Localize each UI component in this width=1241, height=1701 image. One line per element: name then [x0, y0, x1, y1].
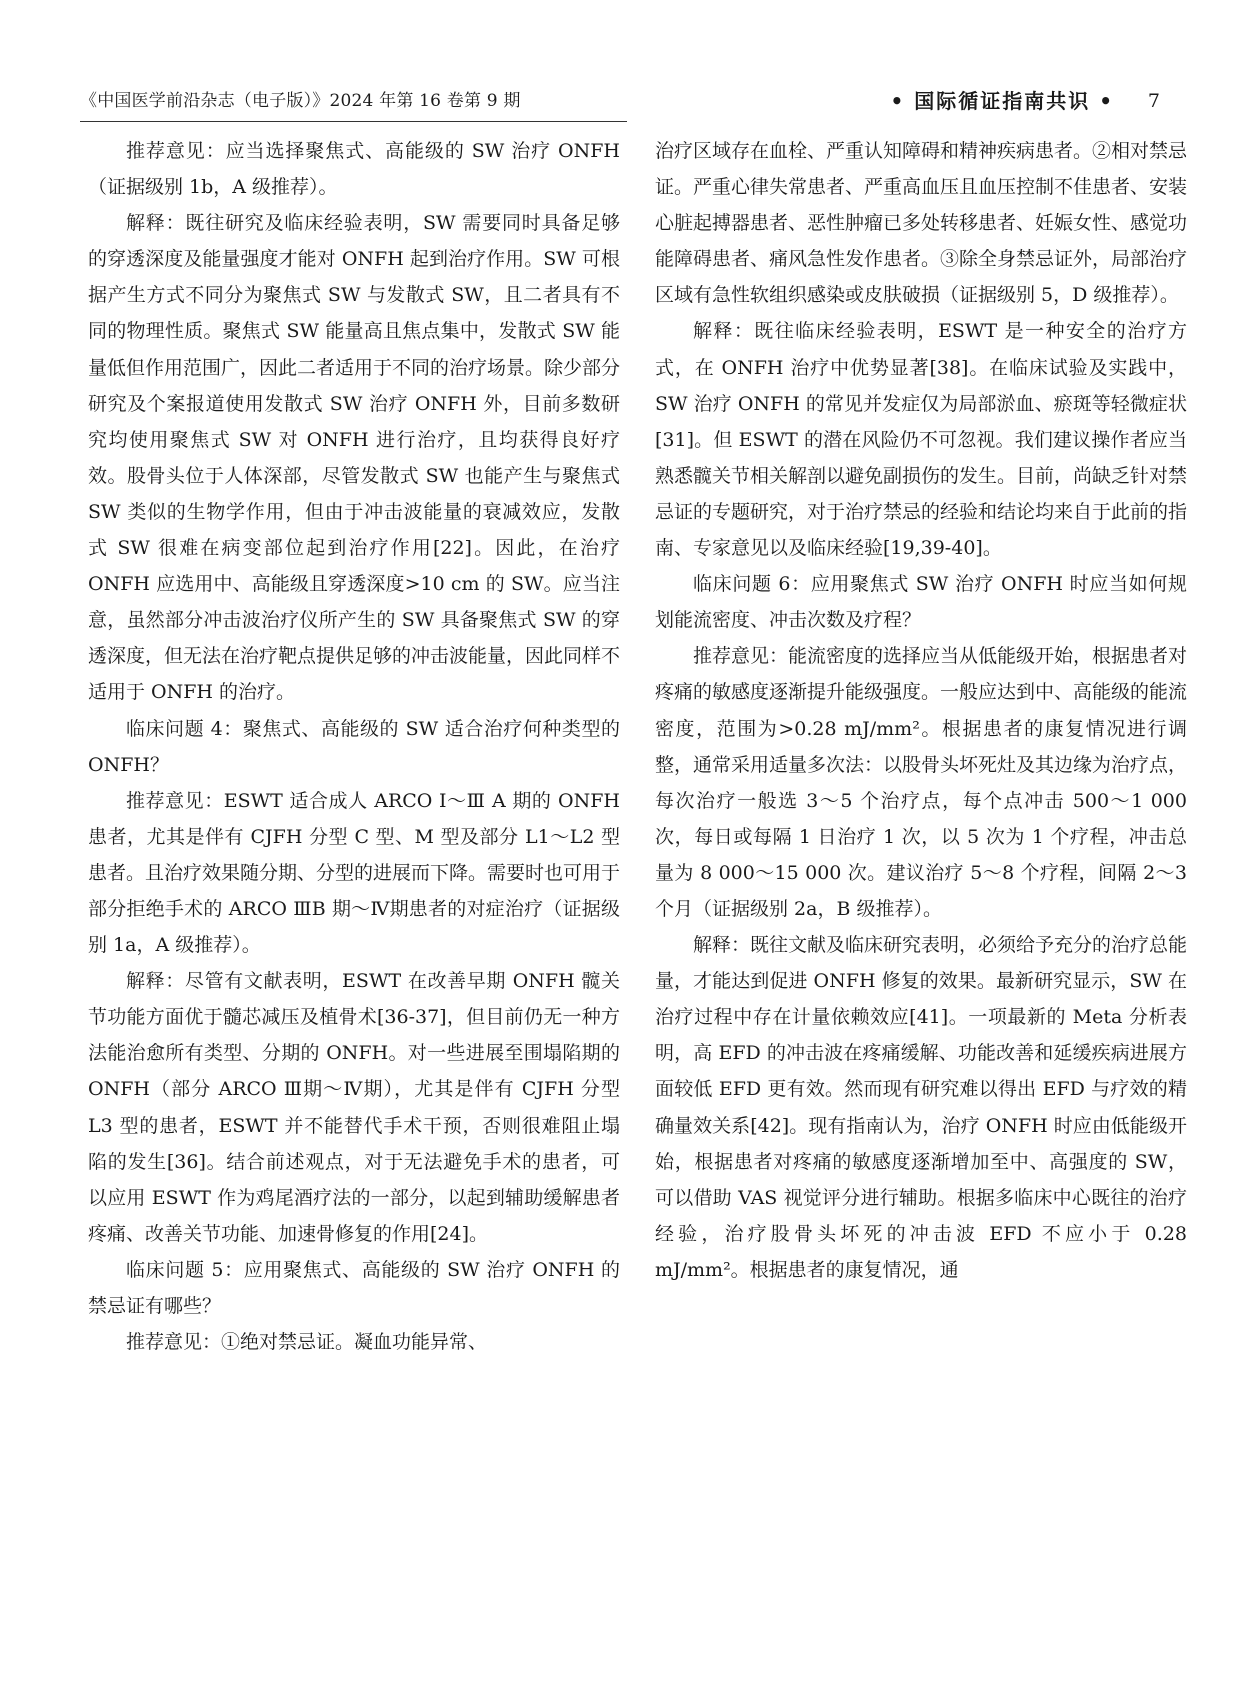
paragraph: 推荐意见：ESWT 适合成人 ARCO Ⅰ～Ⅲ A 期的 ONFH 患者，尤其是伴有 CJFH 分型 C 型、M 型及部分 L1～L2 型患者。且治疗效果随分期、分型的进展而下降。需要时也可用于部分拒绝手术的 ARCO ⅢB 期～Ⅳ期患者的对症治疗（证据级别 1a，A 级推荐）。: [88, 789, 621, 957]
paragraph: 推荐意见：应当选择聚焦式、高能级的 SW 治疗 ONFH（证据级别 1b，A 级推荐）。: [88, 140, 620, 199]
header-rule: [80, 121, 627, 122]
paragraph: 解释：既往研究及临床经验表明，SW 需要同时具备足够的穿透深度及能量强度才能对 ONFH 起到治疗作用。SW 可根据产生方式不同分为聚焦式 SW 与发散式 SW，且二者具有不同的物理性质。聚焦式 SW 能量高且焦点集中，发散式 SW 能量低但作用范围广，因此二者适用于不同的治疗场景。除少部分研究及个案报道使用发散式 SW 治疗 ONFH 外，目前多数研究均使用聚焦式 SW 对 ONFH 进行治疗，且均获得良好疗效。股骨头位于人体深部，尽管发散式 SW 也能产生与聚焦式 SW 类似的生物学作用，但由于冲击波能量的衰减效应，发散式 SW 很难在病变部位起到治疗作用[22]。因此，在治疗 ONFH 应选用中、高能级且穿透深度>10 cm 的 SW。应当注意，虽然部分冲击波治疗仪所产生的 SW 具备聚焦式 SW 的穿透深度，但无法在治疗靶点提供足够的冲击波能量，因此同样不适用于 ONFH 的治疗。: [88, 212, 621, 704]
paragraph: 推荐意见：①绝对禁忌证。凝血功能异常、: [126, 1331, 488, 1354]
section-tag: • 国际循证指南共识 •: [890, 89, 1114, 113]
paragraph: 推荐意见：能流密度的选择应当从低能级开始，根据患者对疼痛的敏感度逐渐提升能级强度。一般应达到中、高能级的能流密度，范围为>0.28 mJ/mm²。根据患者的康复情况进行调整，通常采用适量多次法：以股骨头坏死灶及其边缘为治疗点，每次治疗一般选 3～5 个治疗点，每个点冲击 500～1 000 次，每日或每隔 1 日治疗 1 次，以 5 次为 1 个疗程，冲击总量为 8 000～15 000 次。建议治疗 5～8 个疗程，间隔 2～3 个月（证据级别 2a，B 级推荐）。: [655, 645, 1188, 920]
right-column: [655, 133, 1187, 1288]
paragraph: 解释：尽管有文献表明，ESWT 在改善早期 ONFH 髋关节功能方面优于髓芯减压及植骨术[36-37]，但目前仍无一种方法能治愈所有类型、分期的 ONFH。对一些进展至围塌陷期的 ONFH（部分 ARCO Ⅲ期～Ⅳ期），尤其是伴有 CJFH 分型 L3 型的患者，ESWT 并不能替代手术干预，否则很难阻止塌陷的发生[36]。结合前述观点，对于无法避免手术的患者，可以应用 ESWT 作为鸡尾酒疗法的一部分，以起到辅助缓解患者疼痛、改善关节功能、加速骨修复的作用[24]。: [88, 970, 620, 1245]
paragraph: 临床问题 4：聚焦式、高能级的 SW 适合治疗何种类型的 ONFH？: [88, 717, 620, 776]
paragraph: 临床问题 5：应用聚焦式、高能级的 SW 治疗 ONFH 的禁忌证有哪些？: [88, 1258, 620, 1317]
left-column: [88, 133, 620, 1360]
paragraph: 治疗区域存在血栓、严重认知障碍和精神疾病患者。②相对禁忌证。严重心律失常患者、严重高血压且血压控制不佳患者、安装心脏起搏器患者、恶性肿瘤已多处转移患者、妊娠女性、感觉功能障碍患者、痛风急性发作患者。③除全身禁忌证外，局部治疗区域有急性软组织感染或皮肤破损（证据级别 5，D 级推荐）。: [655, 140, 1188, 307]
paragraph: 解释：既往文献及临床研究表明，必须给予充分的治疗总能量，才能达到促进 ONFH 修复的效果。最新研究显示，SW 在治疗过程中存在计量依赖效应[41]。一项最新的 Meta 分析表明，高 EFD 的冲击波在疼痛缓解、功能改善和延缓疾病进展方面较低 EFD 更有效。然而现有研究难以得出 EFD 与疗效的精确量效关系[42]。现有指南认为，治疗 ONFH 时应由低能级开始，根据患者对疼痛的敏感度逐渐增加至中、高强度的 SW，可以借助 VAS 视觉评分进行辅助。根据多临床中心既往的治疗经验，治疗股骨头坏死的冲击波 EFD 不应小于 0.28 mJ/mm²。根据患者的康复情况，通: [655, 934, 1188, 1281]
paragraph: 解释：既往临床经验表明，ESWT 是一种安全的治疗方式，在 ONFH 治疗中优势显著[38]。在临床试验及实践中，SW 治疗 ONFH 的常见并发症仅为局部淤血、瘀斑等轻微症状[31]。但 ESWT 的潜在风险仍不可忽视。我们建议操作者应当熟悉髋关节相关解剖以避免副损伤的发生。目前，尚缺乏针对禁忌证的专题研究，对于治疗禁忌的经验和结论均来自于此前的指南、专家意见以及临床经验[19,39-40]。: [655, 320, 1188, 560]
running-header: [80, 84, 1160, 118]
paragraph: 临床问题 6：应用聚焦式 SW 治疗 ONFH 时应当如何规划能流密度、冲击次数及疗程？: [655, 573, 1187, 632]
journal-citation: 《中国医学前沿杂志（电子版）》2024 年第 16 卷第 9 期: [80, 91, 521, 111]
page-number: 7: [1147, 90, 1160, 112]
